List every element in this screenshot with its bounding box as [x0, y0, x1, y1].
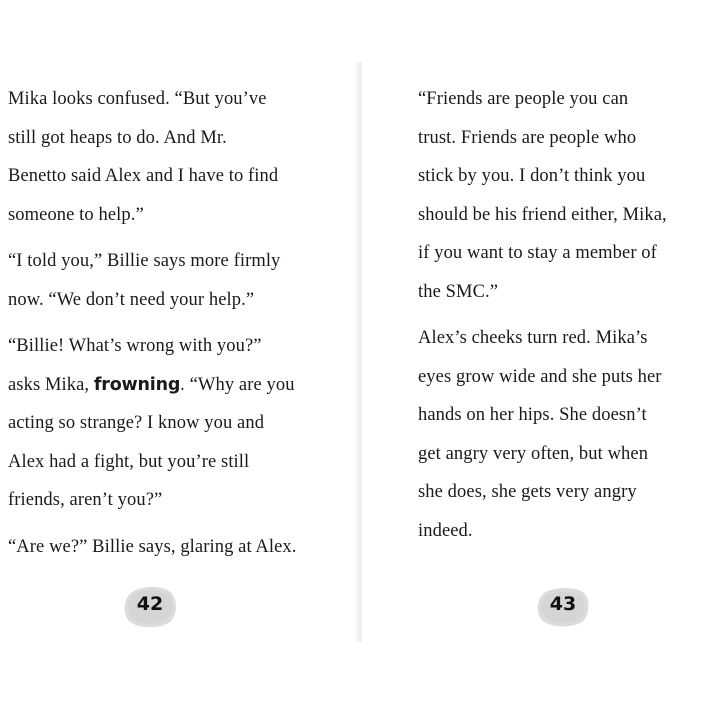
paragraph-text: Mika looks confused. “But you’ve still got heaps to do. And Mr. Benetto said Alex and I have to find someone to help.” [8, 89, 279, 225]
paragraph-text-continued: . “Why are you acting so strange? I know you and Alex had a fight, but you’re still friends, aren’t you?” [8, 374, 295, 510]
paragraph [418, 319, 720, 550]
paragraph-text: “Friends are people you can trust. Friends are people who stick by you. I don’t think you should be his friend either, Mika, if you want to stay a member of the SMC.” [418, 89, 667, 302]
paragraph-text: “I told you,” Billie says more firmly now. “We don’t need your help.” [8, 251, 281, 310]
page-number: 42 [136, 593, 164, 615]
paragraph [8, 242, 338, 319]
paragraph-text: “Are we?” Billie says, glaring at Alex. [8, 536, 297, 557]
page-number: 43 [549, 593, 577, 615]
right-page [362, 62, 720, 642]
left-page-text [8, 80, 338, 574]
page-number-badge [534, 585, 592, 629]
right-page-text [418, 80, 720, 558]
paragraph [8, 528, 338, 567]
paragraph-text: Alex’s cheeks turn red. Mika’s eyes grow wide and she puts her hands on her hips. She doesn’t get angry very often, but when she does, she gets very angry indeed. [418, 328, 662, 541]
paragraph-text: “Billie! What’s wrong with you?” asks Mika, [8, 336, 262, 395]
left-page [0, 62, 358, 642]
page-number-badge [121, 585, 179, 629]
paragraph [8, 327, 338, 520]
emphasized-word: frowning [93, 374, 181, 395]
paragraph [418, 80, 720, 311]
paragraph [8, 80, 338, 234]
book-spread [0, 62, 720, 642]
